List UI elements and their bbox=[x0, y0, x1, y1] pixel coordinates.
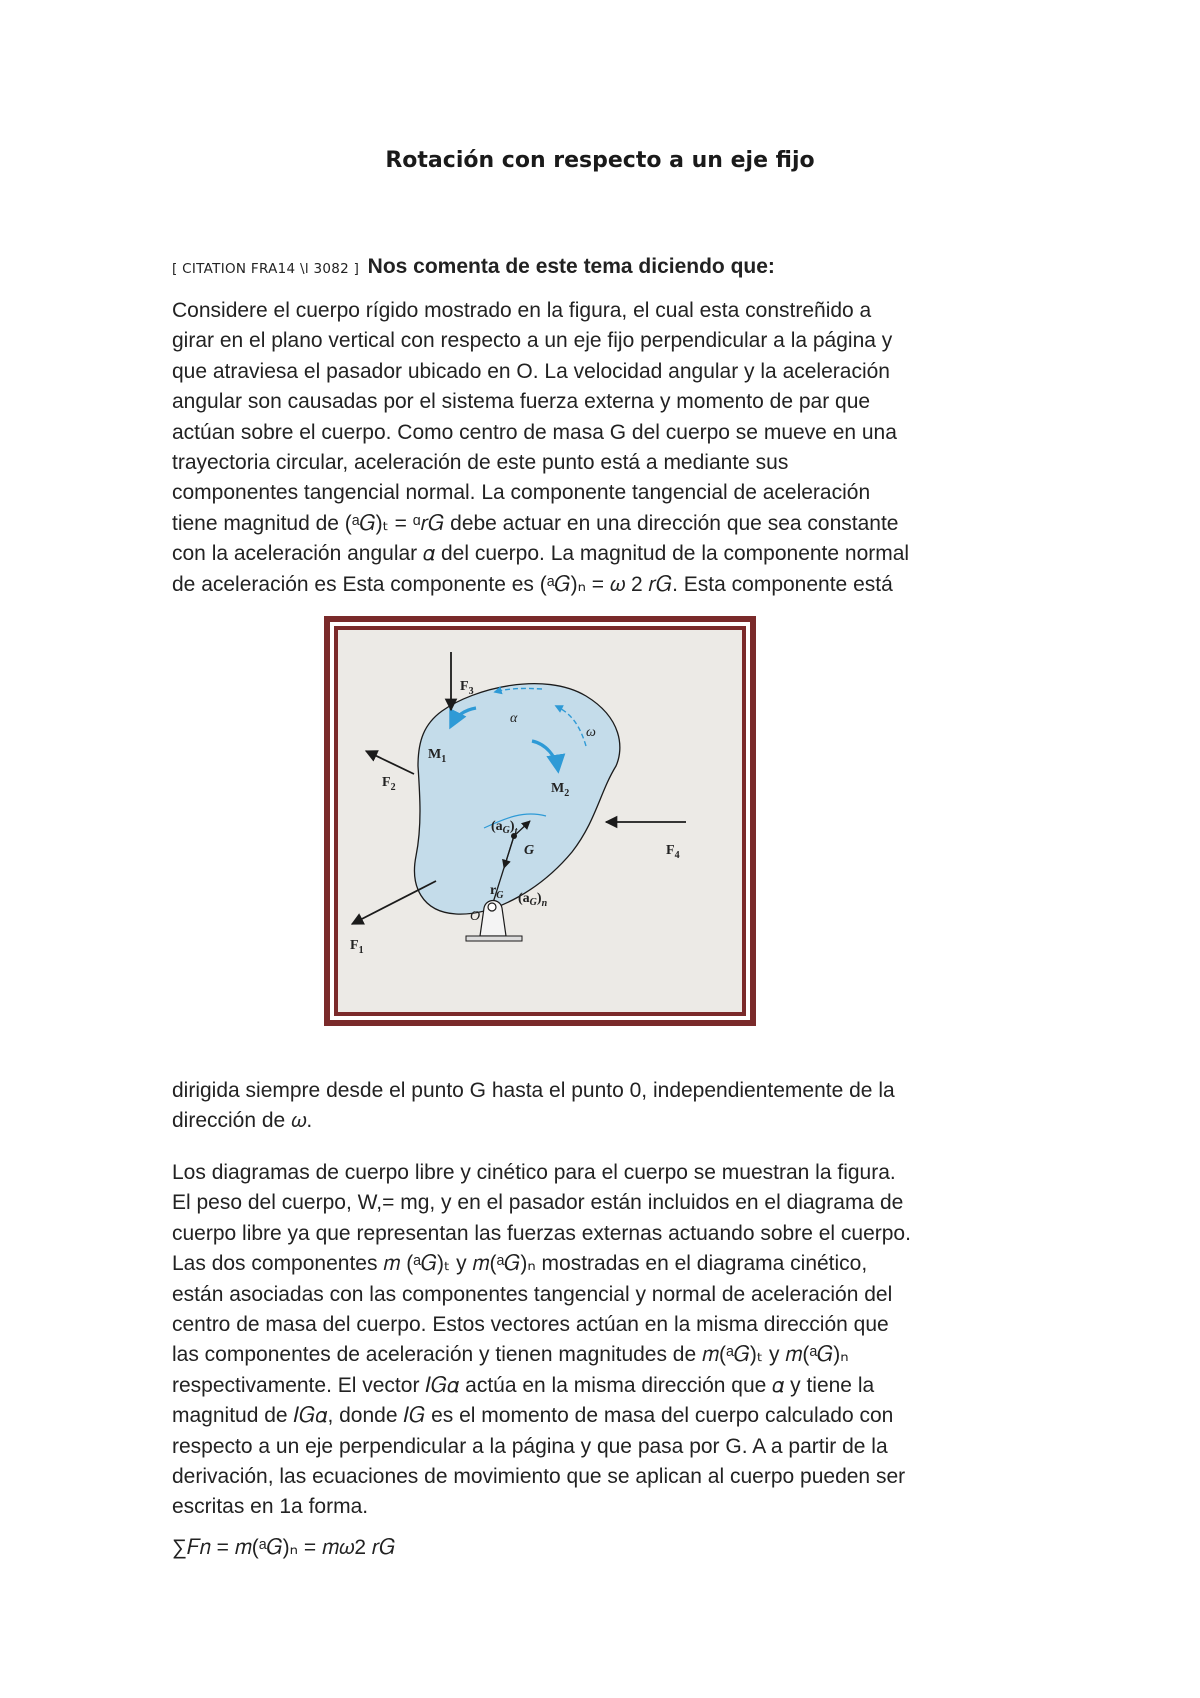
text-line: tiene magnitud de (ᵃ𝐺)ₜ = ᵅ𝑟𝐺 debe actuar en una dirección que sea constante bbox=[172, 511, 899, 535]
text-line: respectivamente. El vector 𝐼𝐺𝛼 actúa en la misma dirección que 𝛼 y tiene la bbox=[172, 1373, 875, 1397]
label-aG-tangential: $(a_G)_t$ bbox=[491, 819, 518, 837]
equation-normal-force: ∑𝐹𝑛 = 𝑚(ᵃ𝐺)ₙ = 𝑚𝜔2 𝑟𝐺 bbox=[172, 1536, 396, 1559]
text-line: actúan sobre el cuerpo. Como centro de masa G del cuerpo se mueve en una bbox=[172, 420, 897, 444]
label-aG-normal: $(a_G)_n$ bbox=[518, 891, 548, 909]
citation-line bbox=[172, 255, 775, 279]
text-line: girar en el plano vertical con respecto a un eje fijo perpendicular a la página y bbox=[172, 329, 893, 353]
text-line: que atraviesa el pasador ubicado en O. La velocidad angular y la aceleración bbox=[172, 359, 890, 383]
text-line: trayectoria circular, aceleración de este punto está a mediante sus bbox=[172, 451, 789, 475]
text-line: están asociadas con las componentes tangencial y normal de aceleración del bbox=[172, 1282, 893, 1306]
text-line: magnitud de 𝐼𝐺𝛼, donde 𝐼𝐺 es el momento de masa del cuerpo calculado con bbox=[172, 1404, 894, 1428]
text-line: dirección de 𝜔. bbox=[172, 1109, 313, 1133]
text-line: Las dos componentes 𝑚 (ᵃ𝐺)ₜ y 𝑚(ᵃ𝐺)ₙ mostradas en el diagrama cinético, bbox=[172, 1252, 868, 1276]
text-line: cuerpo libre ya que representan las fuerzas externas actuando sobre el cuerpo. bbox=[172, 1221, 911, 1245]
citation-field: [ CITATION FRA14 \l 3082 ] bbox=[172, 261, 360, 277]
label-f1: $F_1$ bbox=[350, 938, 364, 956]
label-f4: $F_4$ bbox=[666, 843, 680, 861]
text-line: respecto a un eje perpendicular a la página y que pasa por G. A a partir de la bbox=[172, 1434, 888, 1458]
text-line: escritas en 1a forma. bbox=[172, 1495, 369, 1519]
text-line: de aceleración es Esta componente es (ᵃ𝐺)ₙ = 𝜔 2 𝑟𝐺. Esta componente está bbox=[172, 572, 893, 596]
label-omega: ω bbox=[586, 725, 596, 740]
page-title: Rotación con respecto a un eje fijo bbox=[385, 148, 815, 173]
label-g: G bbox=[524, 843, 535, 858]
paragraph-continuation bbox=[172, 1076, 1052, 1137]
label-m1: $M_1$ bbox=[428, 747, 447, 765]
text-line: derivación, las ecuaciones de movimiento que se aplican al cuerpo pueden ser bbox=[172, 1465, 906, 1489]
free-body-diagram bbox=[324, 616, 756, 1026]
rigid-body-figure bbox=[324, 616, 756, 1026]
label-f2: $F_2$ bbox=[382, 775, 396, 793]
text-line: angular son causadas por el sistema fuerza externa y momento de par que bbox=[172, 390, 871, 414]
text-line: con la aceleración angular 𝛼 del cuerpo. La magnitud de la componente normal bbox=[172, 542, 910, 566]
label-m2: $M_2$ bbox=[551, 781, 570, 799]
text-line: Considere el cuerpo rígido mostrado en la figura, el cual esta constreñido a bbox=[172, 299, 872, 322]
label-o: O bbox=[470, 909, 481, 924]
text-line: componentes tangencial normal. La componente tangencial de aceleración bbox=[172, 481, 871, 505]
paragraph-diagrams bbox=[172, 1158, 1052, 1523]
text-line: dirigida siempre desde el punto G hasta el punto 0, independientemente de la bbox=[172, 1079, 895, 1102]
text-line: las componentes de aceleración y tienen magnitudes de 𝑚(ᵃ𝐺)ₜ y 𝑚(ᵃ𝐺)ₙ bbox=[172, 1343, 849, 1367]
label-alpha: α bbox=[510, 711, 518, 726]
text-line: El peso del cuerpo, W,= mg, y en el pasador están incluidos en el diagrama de bbox=[172, 1191, 904, 1215]
label-rg: $r_G$ bbox=[490, 883, 504, 901]
citation-lead: Nos comenta de este tema diciendo que: bbox=[367, 255, 775, 278]
label-f3: $F_3$ bbox=[460, 679, 474, 697]
text-line: Los diagramas de cuerpo libre y cinético para el cuerpo se muestran la figura. bbox=[172, 1161, 896, 1184]
paragraph-intro bbox=[172, 296, 1052, 600]
text-line: centro de masa del cuerpo. Estos vectores actúan en la misma dirección que bbox=[172, 1313, 889, 1337]
